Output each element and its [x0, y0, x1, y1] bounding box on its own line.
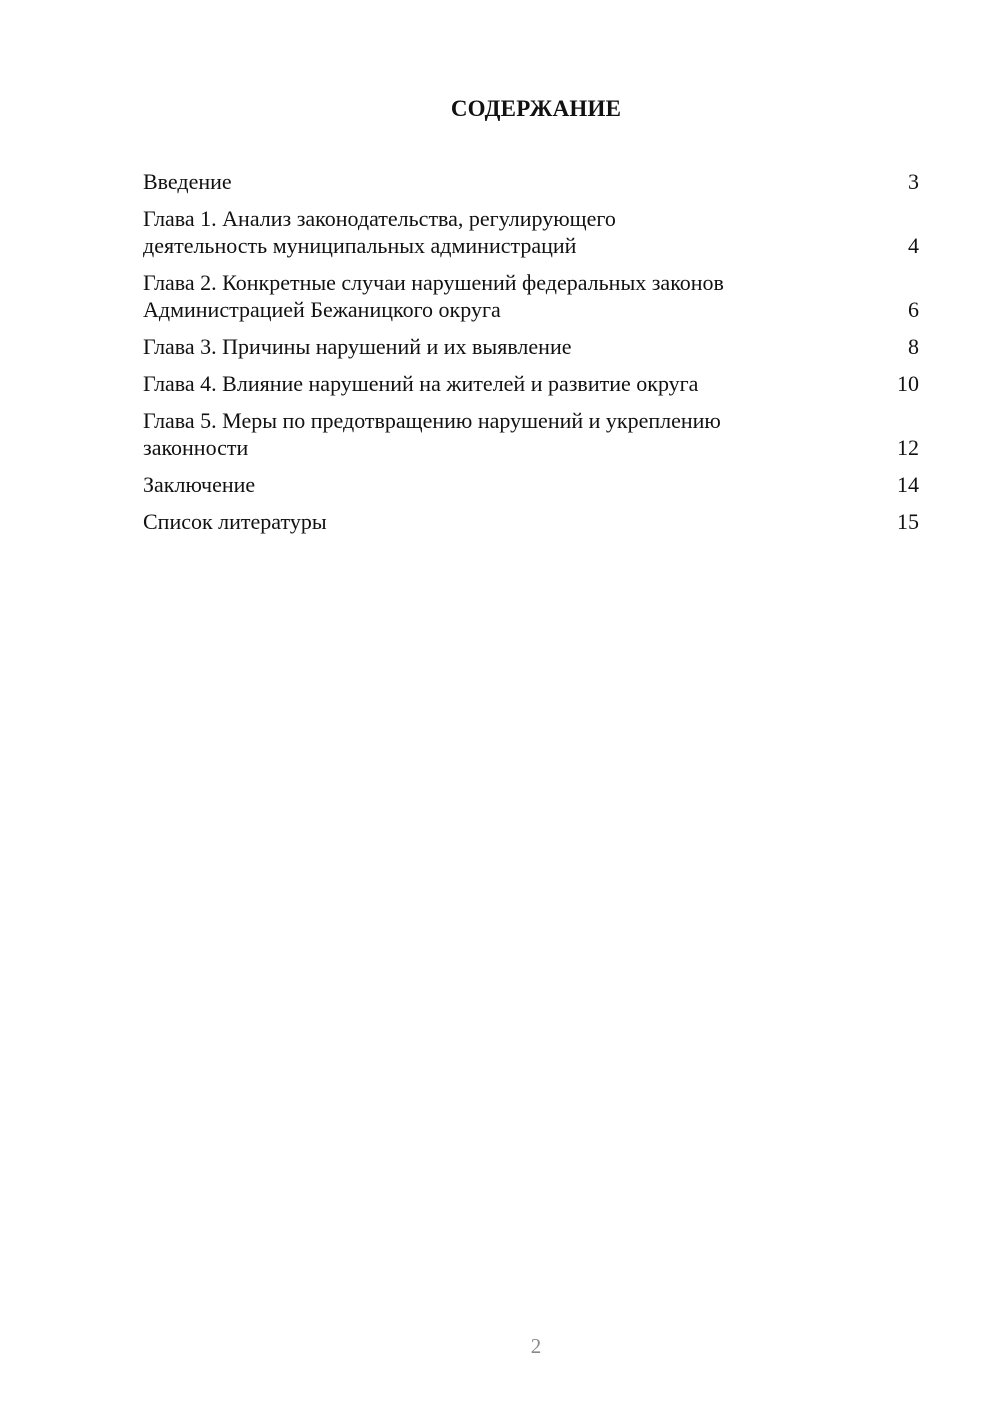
- toc-entry-title: [143, 168, 823, 195]
- toc-entry-chapter-5[interactable]: [143, 407, 919, 461]
- toc-entry-title-line: Введение: [143, 169, 232, 194]
- toc-entry-page: 14: [897, 472, 919, 497]
- toc-entry-page: 8: [908, 334, 919, 359]
- toc-entry-title-line: Глава 5. Меры по предотвращению нарушений и укреплению: [143, 408, 721, 433]
- toc-entry-chapter-2[interactable]: [143, 269, 919, 323]
- toc-entry-conclusion[interactable]: [143, 471, 919, 498]
- toc-entry-title: [143, 508, 823, 535]
- toc-entry-title: [143, 471, 823, 498]
- toc-entry-page: 10: [897, 371, 919, 396]
- toc-entry-title: [143, 370, 823, 397]
- toc-entry-title-line: Глава 4. Влияние нарушений на жителей и развитие округа: [143, 371, 699, 396]
- toc-entry-title: [143, 333, 823, 360]
- page-title: СОДЕРЖАНИЕ: [450, 96, 622, 121]
- toc-entry-chapter-4[interactable]: [143, 370, 919, 397]
- toc-entry-title: [143, 407, 823, 461]
- toc-entry-introduction[interactable]: [143, 168, 919, 195]
- toc-entry-title-line: законности: [143, 435, 249, 460]
- toc-entry-title-line: Глава 2. Конкретные случаи нарушений федеральных законов: [143, 270, 724, 295]
- toc-entry-page: 6: [908, 297, 919, 322]
- toc-entry-page: 15: [897, 509, 919, 534]
- page-number: 2: [530, 1334, 542, 1358]
- toc-entry-page: 3: [908, 169, 919, 194]
- toc-entry-references[interactable]: [143, 508, 919, 535]
- toc-entry-title-line: Глава 1. Анализ законодательства, регулирующего: [143, 206, 616, 231]
- toc-entry-title-line: Заключение: [143, 472, 256, 497]
- toc-entry-title-line: Список литературы: [143, 509, 327, 534]
- toc-entry-title-line: Глава 3. Причины нарушений и их выявление: [143, 334, 572, 359]
- table-of-contents: [143, 168, 919, 545]
- toc-entry-chapter-3[interactable]: [143, 333, 919, 360]
- toc-entry-title-line: Администрацией Бежаницкого округа: [143, 297, 501, 322]
- toc-entry-chapter-1[interactable]: [143, 205, 919, 259]
- toc-entry-title: [143, 205, 823, 259]
- toc-entry-title-line: деятельность муниципальных администраций: [143, 233, 577, 258]
- toc-entry-page: 12: [897, 435, 919, 460]
- toc-entry-page: 4: [908, 233, 919, 258]
- toc-entry-title: [143, 269, 823, 323]
